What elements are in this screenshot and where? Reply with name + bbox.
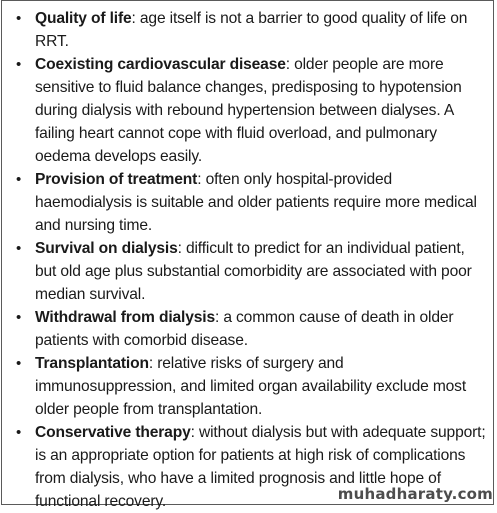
list-item-survival-on-dialysis — [16, 237, 487, 306]
item-term: Provision of treatment — [35, 171, 198, 188]
item-text: : relative risks of surgery and immunosuppression, and limited organ availability exclude most older people from transplantation. — [35, 355, 467, 418]
item-term: Survival on dialysis — [35, 240, 178, 257]
item-term: Quality of life — [35, 10, 132, 27]
bullet-marker: • — [16, 10, 22, 27]
item-text: : without dialysis but with adequate support; is an appropriate option for patients at high risk of complications from dialysis, who have a limited prognosis and little hope of functional recovery. — [35, 424, 486, 510]
bullet-marker: • — [16, 309, 22, 326]
text-box — [1, 0, 494, 510]
item-term: Transplantation — [35, 355, 149, 372]
item-text: : difficult to predict for an individual patient, but old age plus substantial comorbidity are associated with poor median survival. — [35, 240, 472, 303]
watermark: muhadharaty.com — [337, 485, 493, 503]
list-item-transplantation — [16, 352, 487, 421]
bullet-marker: • — [16, 171, 22, 188]
bullet-marker: • — [16, 56, 22, 73]
item-text: : often only hospital-provided haemodialysis is suitable and older patients require more medical and nursing time. — [35, 171, 477, 234]
item-term: Conservative therapy — [35, 424, 191, 441]
item-term: Withdrawal from dialysis — [35, 309, 215, 326]
bullet-marker: • — [16, 240, 22, 257]
item-text: : a common cause of death in older patients with comorbid disease. — [35, 309, 454, 349]
item-term: Coexisting cardiovascular disease — [35, 56, 286, 73]
item-text: : older people are more sensitive to fluid balance changes, predisposing to hypotension during dialysis with rebound hypertension between dialyses. A failing heart cannot cope with fluid overload, and pulmonary oedema develops easily. — [35, 56, 462, 165]
list-item-quality-of-life — [16, 7, 487, 53]
bullet-marker: • — [16, 355, 22, 372]
bullet-marker: • — [16, 424, 22, 441]
list-item-provision-of-treatment — [16, 168, 487, 237]
list-item-withdrawal-from-dialysis — [16, 306, 487, 352]
bullet-list — [2, 1, 493, 513]
item-text: : age itself is not a barrier to good quality of life on RRT. — [35, 10, 468, 50]
list-item-cardiovascular-disease — [16, 53, 487, 168]
